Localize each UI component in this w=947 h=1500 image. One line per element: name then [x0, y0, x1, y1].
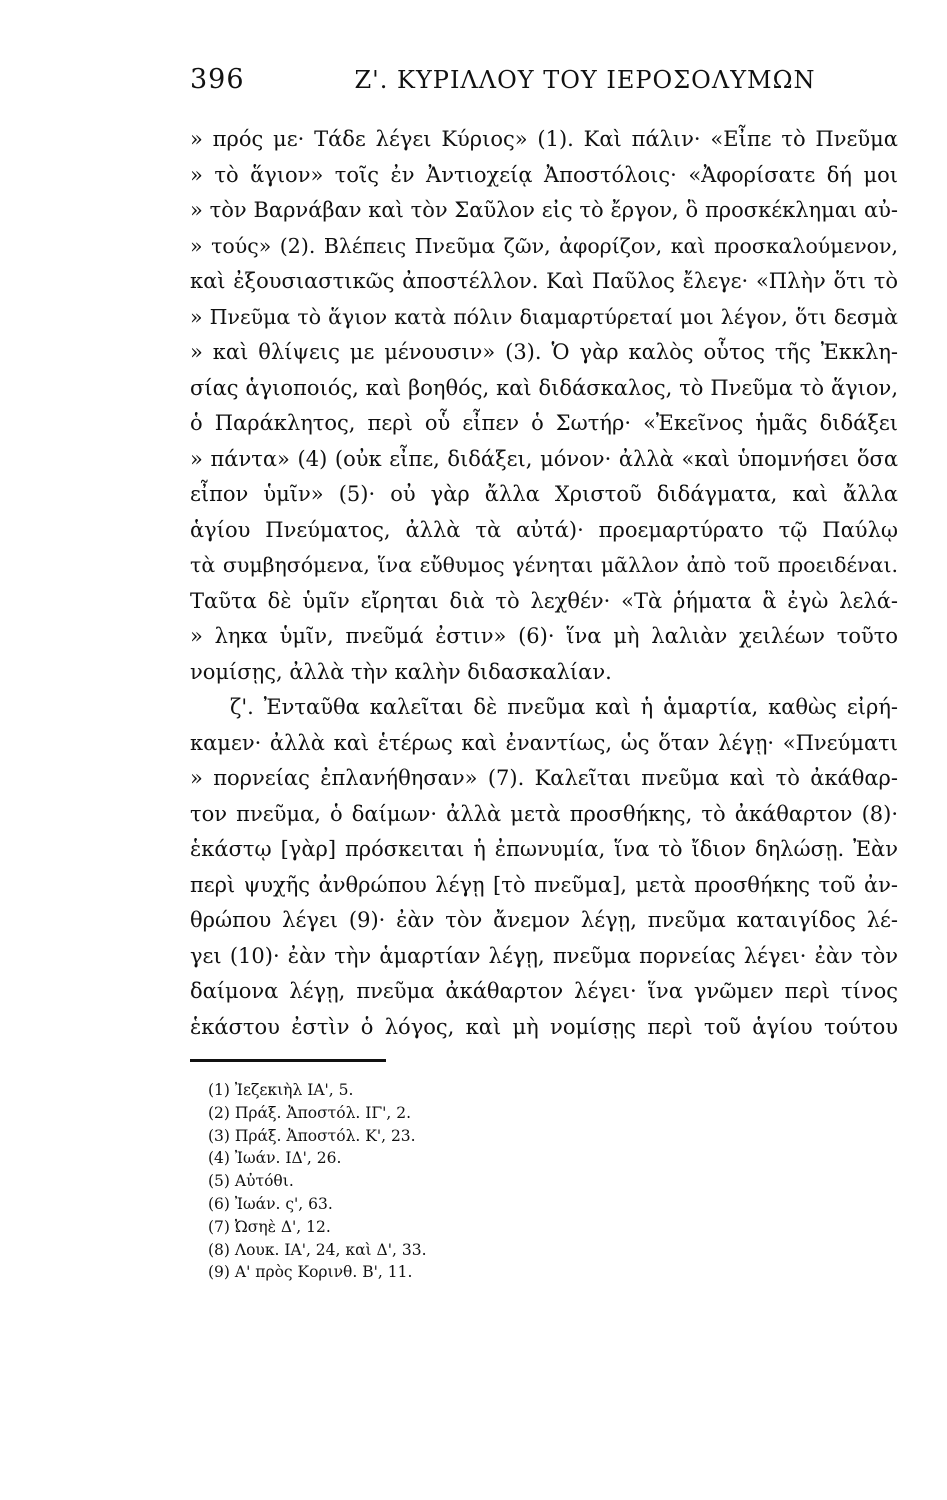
footnote: (6) Ἰωάν. ς', 63.: [208, 1194, 333, 1213]
footnote: (1) Ἰεζεκιὴλ ΙΑ', 5.: [208, 1081, 354, 1099]
text-line: » πάντα» (4) (οὐκ εἶπε, διδάξει, μόνον· ἀλλὰ «καὶ ὑπομνήσει ὅσα: [190, 446, 898, 471]
text-line: ἁγίου Πνεύματος, ἀλλὰ τὰ αὐτά)· προεμαρτύρατο τῷ Παύλῳ: [190, 517, 898, 542]
text-line: » τούς» (2). Βλέπεις Πνεῦμα ζῶν, ἀφορίζον, καὶ προσκαλούμενον,: [190, 233, 898, 258]
text-line: » πορνείας ἐπλανήθησαν» (7). Καλεῖται πνεῦμα καὶ τὸ ἀκάθαρ-: [190, 766, 898, 790]
text-line: » ληκα ὑμῖν, πνεῦμά ἐστιν» (6)· ἵνα μὴ λαλιὰν χειλέων τοῦτο: [190, 624, 898, 648]
footnote: (9) Α' πρὸς Κορινθ. Β', 11.: [208, 1263, 413, 1282]
text-line: ἑκάστου ἐστὶν ὁ λόγος, καὶ μὴ νομίσῃς περὶ τοῦ ἁγίου τούτου: [190, 1014, 898, 1039]
text-line: » τὸν Βαρνάβαν καὶ τὸν Σαῦλον εἰς τὸ ἔργον, ὃ προσκέκλημαι αὐ-: [190, 198, 898, 222]
text-line: Ταῦτα δὲ ὑμῖν εἴρηται διὰ τὸ λεχθέν· «Τὰ ῥήματα ἃ ἐγὼ λελά-: [190, 588, 898, 613]
footnote: (8) Λουκ. ΙΑ', 24, καὶ Δ', 33.: [208, 1240, 427, 1259]
page-header: [190, 64, 890, 104]
text-line: γει (10)· ἐὰν τὴν ἁμαρτίαν λέγῃ, πνεῦμα πορνείας λέγει· ἐὰν τὸν: [190, 943, 898, 968]
text-line: καμεν· ἀλλὰ καὶ ἑτέρως καὶ ἐναντίως, ὡς ὅταν λέγῃ· «Πνεύματι: [190, 730, 898, 755]
text-line: περὶ ψυχῆς ἀνθρώπου λέγῃ [τὸ πνεῦμα], μετὰ προσθήκης τοῦ ἀν-: [190, 872, 898, 897]
text-line: » τὸ ἅγιον» τοῖς ἐν Ἀντιοχείᾳ Ἀποστόλοις· «Ἀφορίσατε δή μοι: [190, 162, 898, 187]
text-line: δαίμονα λέγῃ, πνεῦμα ἀκάθαρτον λέγει· ἵνα γνῶμεν περὶ τίνος: [190, 979, 898, 1003]
footnote: (7) Ὠσηὲ Δ', 12.: [208, 1217, 331, 1236]
running-title: Ζ'. ΚΥΡΙΛΛΟΥ ΤΟΥ ΙΕΡΟΣΟΛΥΜΩΝ: [354, 66, 816, 94]
footnote: (3) Πράξ. Ἀποστόλ. Κ', 23.: [208, 1126, 416, 1145]
footnote-divider: [190, 1059, 386, 1062]
text-line: καὶ ἐξουσιαστικῶς ἀποστέλλον. Καὶ Παῦλος ἔλεγε· «Πλὴν ὅτι τὸ: [190, 269, 898, 293]
footnote: (4) Ἰωάν. ΙΔ', 26.: [208, 1149, 342, 1168]
body-text: [190, 122, 898, 1045]
footnote: (2) Πράξ. Ἀποστόλ. ΙΓ', 2.: [208, 1103, 412, 1122]
footnote: (5) Αὐτόθι.: [208, 1172, 294, 1191]
text-line: » καὶ θλίψεις με μένουσιν» (3). Ὁ γὰρ καλὸς οὗτος τῆς Ἐκκλη-: [190, 340, 898, 364]
text-line: τὰ συμβησόμενα, ἵνα εὔθυμος γένηται μᾶλλον ἀπὸ τοῦ προειδέναι.: [190, 553, 898, 577]
text-line: νομίσῃς, ἀλλὰ τὴν καλὴν διδασκαλίαν.: [190, 659, 612, 684]
text-line: εἶπον ὑμῖν» (5)· οὐ γὰρ ἄλλα Χριστοῦ διδάγματα, καὶ ἄλλα: [190, 482, 898, 506]
text-line: » Πνεῦμα τὸ ἅγιον κατὰ πόλιν διαμαρτύρεταί μοι λέγον, ὅτι δεσμὰ: [190, 304, 898, 329]
text-line: ὁ Παράκλητος, περὶ οὗ εἶπεν ὁ Σωτήρ· «Ἐκεῖνος ἡμᾶς διδάξει: [190, 411, 898, 435]
page-number: 396: [190, 64, 245, 95]
text-line: θρώπου λέγει (9)· ἐὰν τὸν ἄνεμον λέγῃ, πνεῦμα καταιγίδος λέ-: [190, 908, 898, 932]
footnotes: [208, 1079, 708, 1284]
text-line: τον πνεῦμα, ὁ δαίμων· ἀλλὰ μετὰ προσθήκης, τὸ ἀκάθαρτον (8)·: [190, 801, 898, 826]
text-line: » πρός με· Τάδε λέγει Κύριος» (1). Καὶ πάλιν· «Εἶπε τὸ Πνεῦμα: [190, 127, 898, 151]
text-line: ἑκάστῳ [γὰρ] πρόσκειται ἡ ἐπωνυμία, ἵνα τὸ ἴδιον δηλώσῃ. Ἐὰν: [190, 837, 898, 861]
text-line: σίας ἁγιοποιός, καὶ βοηθός, καὶ διδάσκαλος, τὸ Πνεῦμα τὸ ἅγιον,: [190, 375, 898, 400]
section-start-line: ζ'. Ἐνταῦθα καλεῖται δὲ πνεῦμα καὶ ἡ ἁμαρτία, καθὼς εἰρή-: [230, 695, 898, 719]
